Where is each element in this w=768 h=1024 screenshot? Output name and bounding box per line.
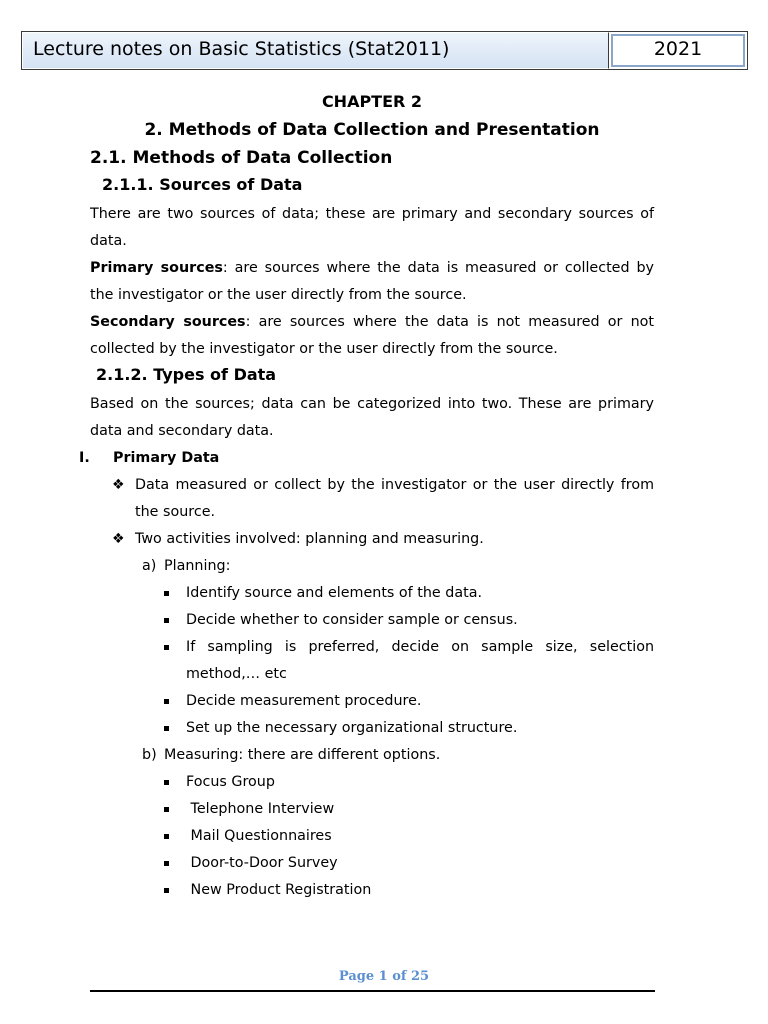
square-bullet-icon — [164, 888, 169, 893]
measuring-heading — [90, 742, 654, 769]
paragraph-secondary-sources — [90, 309, 654, 363]
square-bullet-icon — [164, 699, 169, 704]
diamond-bullet-icon: ❖ — [112, 477, 125, 493]
header-title: Lecture notes on Basic Statistics (Stat2011) — [22, 32, 609, 69]
chapter-label: CHAPTER 2 — [321, 92, 423, 111]
footer-divider — [90, 990, 655, 992]
bullet-text: Identify source and elements of the data. — [186, 585, 483, 601]
bullet-text: Two activities involved: planning and measuring. — [135, 531, 484, 547]
list-item — [90, 715, 654, 742]
definition-primary-sources: : are sources where the data is measured or collected by the investigator or the user directly from the source. — [90, 260, 654, 303]
bullet-text: If sampling is preferred, decide on sample size, selection method,… etc — [186, 639, 654, 682]
list-item — [90, 580, 654, 607]
section-heading-2-1-1: 2.1.1. Sources of Data — [102, 175, 303, 194]
list-item — [90, 634, 654, 688]
roman-numeral: I. — [79, 450, 90, 466]
list-marker: a) — [142, 558, 157, 574]
list-item — [90, 823, 654, 850]
chapter-title: 2. Methods of Data Collection and Presentation — [144, 120, 600, 140]
term-primary-sources: Primary sources — [90, 260, 223, 276]
list-item — [90, 796, 654, 823]
square-bullet-icon — [164, 861, 169, 866]
bullet-text: Data measured or collect by the investigator or the user directly from the source. — [135, 477, 654, 520]
primary-data-title: Primary Data — [113, 450, 220, 466]
bullet-text: New Product Registration — [186, 882, 372, 898]
paragraph-types: Based on the sources; data can be categorized into two. These are primary data and secondary data. — [90, 396, 654, 439]
square-bullet-icon — [164, 618, 169, 623]
bullet-text: Mail Questionnaires — [186, 828, 332, 844]
bullet-text: Telephone Interview — [186, 801, 335, 817]
bullet-text: Focus Group — [186, 774, 275, 790]
list-item — [90, 850, 654, 877]
list-item — [90, 877, 654, 904]
page-header — [21, 31, 748, 70]
list-item — [90, 472, 654, 526]
square-bullet-icon — [164, 807, 169, 812]
list-item — [90, 526, 654, 553]
planning-label: Planning: — [164, 558, 231, 574]
list-item — [90, 607, 654, 634]
planning-heading — [90, 553, 654, 580]
primary-data-heading — [79, 445, 654, 472]
measuring-label: Measuring: there are different options. — [164, 747, 441, 763]
diamond-bullet-icon: ❖ — [112, 531, 125, 547]
bullet-text: Decide whether to consider sample or census. — [186, 612, 518, 628]
square-bullet-icon — [164, 645, 169, 650]
list-item — [90, 769, 654, 796]
list-marker: b) — [142, 747, 157, 763]
paragraph-primary-sources — [90, 255, 654, 309]
list-item — [90, 688, 654, 715]
square-bullet-icon — [164, 780, 169, 785]
bullet-text: Decide measurement procedure. — [186, 693, 422, 709]
header-year: 2021 — [611, 34, 745, 67]
document-body — [79, 92, 655, 904]
square-bullet-icon — [164, 591, 169, 596]
section-heading-2-1: 2.1. Methods of Data Collection — [90, 148, 393, 168]
bullet-text: Door-to-Door Survey — [186, 855, 338, 871]
section-heading-2-1-2: 2.1.2. Types of Data — [96, 365, 277, 384]
paragraph-sources: There are two sources of data; these are primary and secondary sources of data. — [90, 206, 654, 249]
definition-secondary-sources: : are sources where the data is not measured or not collected by the investigator or the user directly from the source. — [90, 314, 655, 357]
square-bullet-icon — [164, 726, 169, 731]
square-bullet-icon — [164, 834, 169, 839]
bullet-text: Set up the necessary organizational structure. — [186, 720, 518, 736]
term-secondary-sources: Secondary sources — [90, 314, 246, 330]
page-number: Page 1 of 25 — [338, 969, 430, 984]
